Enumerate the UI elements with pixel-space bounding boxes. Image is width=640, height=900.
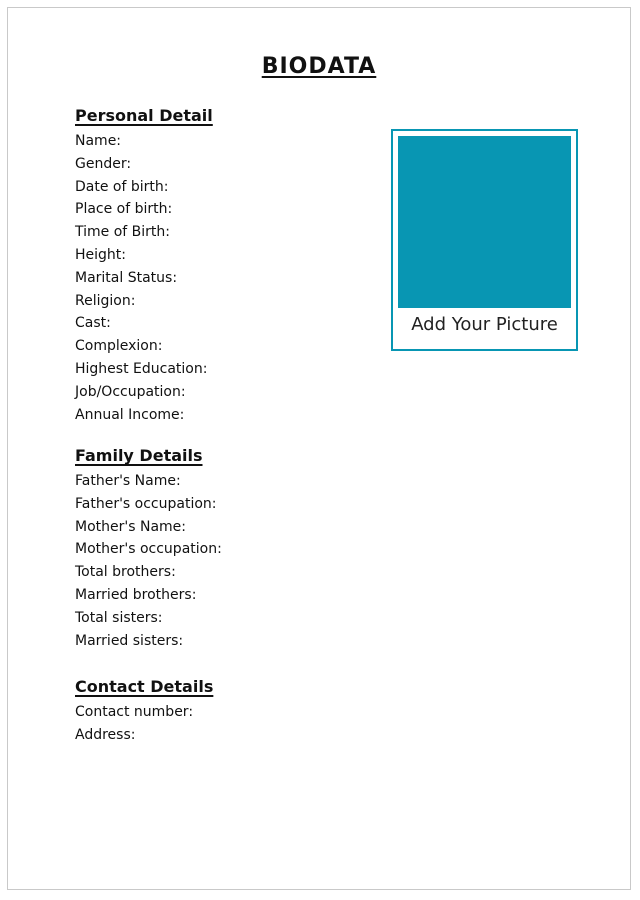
contact-details-heading: Contact Details: [75, 677, 214, 696]
field-label-date-of-birth: Date of birth:: [75, 178, 169, 195]
field-label-married-sisters: Married sisters:: [75, 632, 184, 649]
field-label-annual-income: Annual Income:: [75, 406, 185, 423]
field-label-fathers-occupation: Father's occupation:: [75, 495, 217, 512]
field-label-religion: Religion:: [75, 292, 136, 309]
field-label-total-sisters: Total sisters:: [75, 609, 163, 626]
field-label-address: Address:: [75, 726, 136, 743]
field-label-cast: Cast:: [75, 315, 111, 332]
family-details-list: [75, 470, 222, 652]
field-label-mothers-name: Mother's Name:: [75, 518, 186, 535]
personal-detail-list: [75, 130, 213, 426]
field-label-contact-number: Contact number:: [75, 704, 194, 720]
field-label-height: Height:: [75, 246, 126, 263]
field-label-highest-education: Highest Education:: [75, 360, 208, 377]
field-label-job-occupation: Job/Occupation:: [75, 383, 186, 400]
field-label-time-of-birth: Time of Birth:: [75, 224, 170, 241]
field-label-mothers-occupation: Mother's occupation:: [75, 541, 222, 558]
biodata-page: [7, 7, 631, 890]
field-label-married-brothers: Married brothers:: [75, 586, 197, 603]
field-label-fathers-name: Father's Name:: [75, 473, 181, 489]
field-label-name: Name:: [75, 133, 122, 149]
personal-detail-heading: Personal Detail: [75, 106, 213, 125]
contact-details-section: [75, 675, 213, 747]
field-label-total-brothers: Total brothers:: [75, 564, 176, 581]
contact-details-list: [75, 701, 213, 747]
photo-caption: Add Your Picture: [411, 314, 558, 335]
field-label-gender: Gender:: [75, 155, 132, 172]
document-title: BIODATA: [261, 54, 377, 79]
field-label-marital-status: Marital Status:: [75, 269, 178, 286]
personal-detail-section: [75, 104, 213, 426]
photo-placeholder[interactable]: [391, 129, 578, 351]
field-label-place-of-birth: Place of birth:: [75, 201, 173, 218]
field-label-complexion: Complexion:: [75, 338, 163, 355]
photo-image-area: [398, 136, 571, 308]
family-details-section: [75, 444, 222, 652]
family-details-heading: Family Details: [75, 446, 203, 465]
